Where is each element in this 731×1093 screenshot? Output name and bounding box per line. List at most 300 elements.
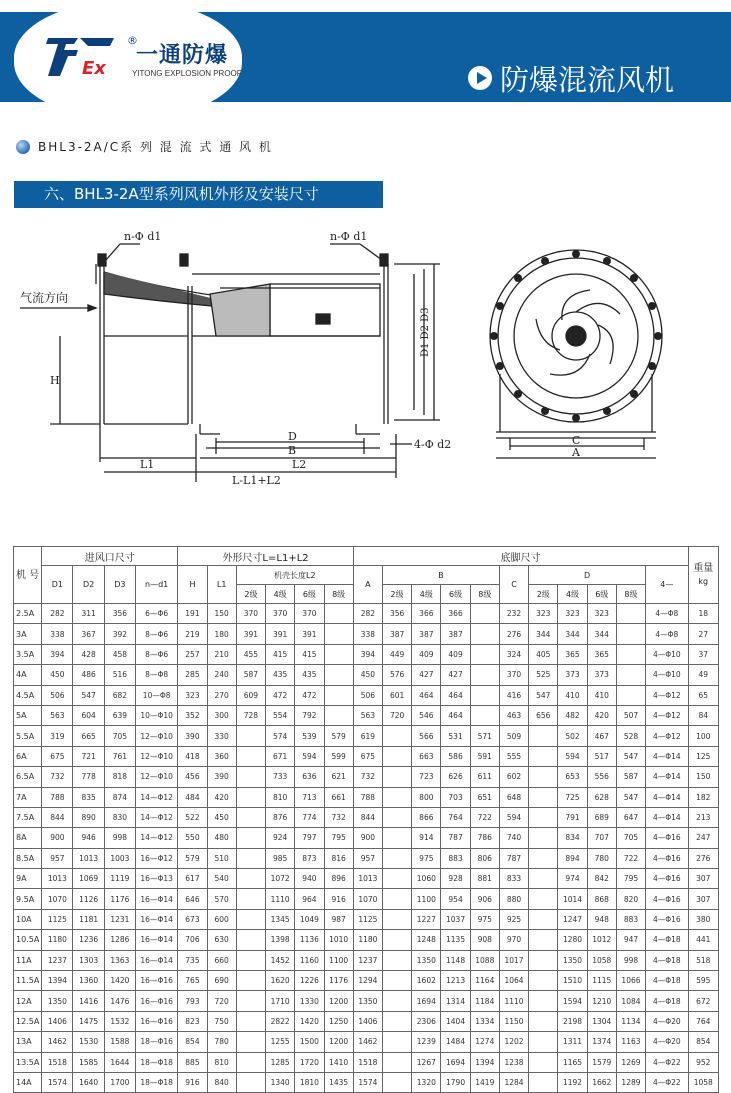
table-cell: 906 bbox=[470, 889, 499, 909]
stage-b-2: 2级 bbox=[382, 585, 411, 604]
table-cell: 563 bbox=[353, 705, 382, 725]
col-d: D bbox=[529, 566, 646, 585]
table-cell: 391 bbox=[295, 624, 324, 644]
table-cell: 1304 bbox=[587, 1011, 616, 1031]
table-cell: 6—Φ6 bbox=[135, 604, 177, 624]
table-cell: 463 bbox=[499, 705, 528, 725]
table-cell: 924 bbox=[266, 828, 295, 848]
table-cell: 705 bbox=[616, 828, 645, 848]
model-cell: 12A bbox=[14, 991, 42, 1011]
model-cell: 4.5A bbox=[14, 685, 42, 705]
table-cell bbox=[529, 909, 558, 929]
table-cell: 410 bbox=[587, 685, 616, 705]
table-cell: 1420 bbox=[295, 1011, 324, 1031]
table-cell bbox=[529, 726, 558, 746]
table-cell bbox=[324, 624, 353, 644]
table-cell: 420 bbox=[587, 705, 616, 725]
table-cell: 435 bbox=[266, 665, 295, 685]
table-cell bbox=[529, 787, 558, 807]
table-cell: 1363 bbox=[104, 950, 135, 970]
table-cell: 4—Φ8 bbox=[646, 624, 688, 644]
table-row bbox=[14, 665, 719, 685]
model-cell: 9.5A bbox=[14, 889, 42, 909]
table-cell: 1360 bbox=[73, 971, 104, 991]
table-cell: 964 bbox=[295, 889, 324, 909]
table-cell: 723 bbox=[412, 767, 441, 787]
table-cell: 387 bbox=[382, 624, 411, 644]
table-cell: 1126 bbox=[73, 889, 104, 909]
table-cell: 510 bbox=[207, 848, 236, 868]
model-cell: 13A bbox=[14, 1032, 42, 1052]
table-cell bbox=[236, 787, 265, 807]
table-cell: 646 bbox=[178, 889, 207, 909]
table-row bbox=[14, 828, 719, 848]
table-cell: 420 bbox=[207, 787, 236, 807]
table-cell: 1350 bbox=[412, 950, 441, 970]
table-cell: 660 bbox=[207, 950, 236, 970]
model-cell: 11A bbox=[14, 950, 42, 970]
table-cell: 740 bbox=[499, 828, 528, 848]
table-cell: 232 bbox=[499, 604, 528, 624]
table-cell: 1475 bbox=[73, 1011, 104, 1031]
table-cell: 787 bbox=[441, 828, 470, 848]
table-cell: 916 bbox=[324, 889, 353, 909]
table-cell: 788 bbox=[353, 787, 382, 807]
table-cell: 1476 bbox=[104, 991, 135, 1011]
table-cell: 1420 bbox=[104, 971, 135, 991]
table-cell bbox=[529, 1052, 558, 1072]
table-cell: 954 bbox=[441, 889, 470, 909]
table-cell: 276 bbox=[499, 624, 528, 644]
table-row bbox=[14, 685, 719, 705]
table-cell bbox=[529, 807, 558, 827]
table-cell: 100 bbox=[688, 726, 718, 746]
model-cell: 2.5A bbox=[14, 604, 42, 624]
table-cell: 428 bbox=[73, 644, 104, 664]
table-cell: 1049 bbox=[295, 909, 324, 929]
table-cell: 663 bbox=[412, 746, 441, 766]
table-cell: 1810 bbox=[295, 1072, 324, 1092]
col-bolts: 4— bbox=[646, 566, 688, 604]
table-cell: 370 bbox=[295, 604, 324, 624]
table-cell: 1247 bbox=[558, 909, 587, 929]
table-cell: 566 bbox=[412, 726, 441, 746]
table-cell: 764 bbox=[441, 807, 470, 827]
table-cell: 690 bbox=[207, 971, 236, 991]
stage-b-6: 6级 bbox=[441, 585, 470, 604]
table-cell: 844 bbox=[42, 807, 73, 827]
table-cell: 18 bbox=[688, 604, 718, 624]
table-cell: 797 bbox=[295, 828, 324, 848]
table-row bbox=[14, 889, 719, 909]
table-cell: 594 bbox=[558, 746, 587, 766]
svg-text:Ex: Ex bbox=[82, 58, 106, 78]
table-cell: 1164 bbox=[470, 971, 499, 991]
table-cell: 1070 bbox=[353, 889, 382, 909]
table-cell: 1058 bbox=[587, 950, 616, 970]
table-cell: 373 bbox=[558, 665, 587, 685]
table-cell: 1640 bbox=[73, 1072, 104, 1092]
table-cell: 854 bbox=[688, 1032, 718, 1052]
table-cell: 480 bbox=[207, 828, 236, 848]
model-cell: 11.5A bbox=[14, 971, 42, 991]
table-cell: 554 bbox=[266, 705, 295, 725]
table-cell: 450 bbox=[207, 807, 236, 827]
stage-d-4: 4级 bbox=[558, 585, 587, 604]
table-cell: 547 bbox=[529, 685, 558, 705]
table-cell: 16—Φ16 bbox=[135, 971, 177, 991]
col-d3: D3 bbox=[104, 566, 135, 604]
table-cell: 344 bbox=[558, 624, 587, 644]
table-cell bbox=[236, 807, 265, 827]
table-cell: 182 bbox=[688, 787, 718, 807]
table-cell bbox=[236, 889, 265, 909]
table-cell: 365 bbox=[587, 644, 616, 664]
table-cell: 675 bbox=[42, 746, 73, 766]
table-cell bbox=[382, 726, 411, 746]
table-cell: 1574 bbox=[353, 1072, 382, 1092]
table-cell: 1284 bbox=[499, 1072, 528, 1092]
table-cell: 706 bbox=[178, 930, 207, 950]
table-cell: 12—Φ10 bbox=[135, 767, 177, 787]
table-cell: 987 bbox=[324, 909, 353, 929]
table-cell: 908 bbox=[470, 930, 499, 950]
table-cell: 546 bbox=[412, 705, 441, 725]
table-cell bbox=[616, 685, 645, 705]
dim-foot-holes: 4-Φ d2 bbox=[414, 438, 452, 451]
table-cell bbox=[236, 869, 265, 889]
table-cell: 1269 bbox=[616, 1052, 645, 1072]
table-cell: 840 bbox=[207, 1072, 236, 1092]
table-cell: 1510 bbox=[558, 971, 587, 991]
table-cell: 338 bbox=[353, 624, 382, 644]
table-cell: 1720 bbox=[295, 1052, 324, 1072]
table-cell bbox=[529, 828, 558, 848]
table-row bbox=[14, 807, 719, 827]
table-cell: 1330 bbox=[295, 991, 324, 1011]
table-cell: 370 bbox=[266, 604, 295, 624]
table-cell: 795 bbox=[324, 828, 353, 848]
col-outline-header: 外形尺寸L=L1+L2 bbox=[178, 547, 353, 566]
table-cell: 257 bbox=[178, 644, 207, 664]
table-cell: 916 bbox=[178, 1072, 207, 1092]
table-row bbox=[14, 746, 719, 766]
table-cell: 1294 bbox=[353, 971, 382, 991]
table-cell: 16—Φ12 bbox=[135, 848, 177, 868]
table-cell: 1518 bbox=[353, 1052, 382, 1072]
table-cell: 1289 bbox=[616, 1072, 645, 1092]
table-cell: 651 bbox=[470, 787, 499, 807]
table-cell: 37 bbox=[688, 644, 718, 664]
table-cell: 765 bbox=[178, 971, 207, 991]
table-cell: 366 bbox=[441, 604, 470, 624]
table-cell: 732 bbox=[324, 807, 353, 827]
table-cell: 550 bbox=[178, 828, 207, 848]
table-cell: 647 bbox=[616, 807, 645, 827]
table-cell: 885 bbox=[178, 1052, 207, 1072]
table-cell: 455 bbox=[236, 644, 265, 664]
table-cell: 957 bbox=[42, 848, 73, 868]
table-cell: 450 bbox=[42, 665, 73, 685]
table-cell: 4—Φ12 bbox=[646, 685, 688, 705]
series-title: BHL3-2A/C系 列 混 流 式 通 风 机 bbox=[38, 140, 273, 154]
table-cell: 1280 bbox=[558, 930, 587, 950]
table-cell: 653 bbox=[558, 767, 587, 787]
table-cell: 866 bbox=[412, 807, 441, 827]
table-cell: 150 bbox=[207, 604, 236, 624]
table-cell: 18—Φ18 bbox=[135, 1072, 177, 1092]
table-cell: 609 bbox=[236, 685, 265, 705]
table-cell: 940 bbox=[295, 869, 324, 889]
table-cell bbox=[529, 848, 558, 868]
table-row bbox=[14, 767, 719, 787]
table-cell: 344 bbox=[587, 624, 616, 644]
table-cell: 1100 bbox=[412, 889, 441, 909]
table-cell bbox=[529, 930, 558, 950]
weight-label: 重量 bbox=[693, 563, 714, 574]
table-cell: 4—Φ20 bbox=[646, 1011, 688, 1031]
table-cell bbox=[382, 746, 411, 766]
table-cell: 722 bbox=[470, 807, 499, 827]
table-cell: 883 bbox=[616, 909, 645, 929]
table-cell bbox=[529, 1032, 558, 1052]
table-cell: 792 bbox=[295, 705, 324, 725]
table-cell: 1192 bbox=[558, 1072, 587, 1092]
table-cell: 1088 bbox=[470, 950, 499, 970]
table-cell bbox=[324, 644, 353, 664]
table-cell: 435 bbox=[295, 665, 324, 685]
table-cell: 1574 bbox=[42, 1072, 73, 1092]
table-cell: 1320 bbox=[412, 1072, 441, 1092]
table-cell: 12—Φ10 bbox=[135, 726, 177, 746]
table-row bbox=[14, 971, 719, 991]
table-cell: 722 bbox=[616, 848, 645, 868]
table-cell: 472 bbox=[266, 685, 295, 705]
model-cell: 3.5A bbox=[14, 644, 42, 664]
table-cell: 1250 bbox=[324, 1011, 353, 1031]
table-cell: 4—Φ14 bbox=[646, 767, 688, 787]
table-cell: 522 bbox=[178, 807, 207, 827]
table-cell: 673 bbox=[178, 909, 207, 929]
table-cell: 1394 bbox=[470, 1052, 499, 1072]
table-cell bbox=[236, 1052, 265, 1072]
stage-l2-4: 4级 bbox=[266, 585, 295, 604]
table-cell: 507 bbox=[616, 705, 645, 725]
table-cell: 1115 bbox=[587, 971, 616, 991]
table-cell: 591 bbox=[470, 746, 499, 766]
table-cell: 636 bbox=[295, 767, 324, 787]
table-cell bbox=[529, 869, 558, 889]
table-cell: 525 bbox=[529, 665, 558, 685]
table-cell: 1286 bbox=[104, 930, 135, 950]
table-cell: 1314 bbox=[441, 991, 470, 1011]
table-cell: 356 bbox=[382, 604, 411, 624]
table-cell: 540 bbox=[207, 869, 236, 889]
table-cell: 868 bbox=[587, 889, 616, 909]
dim-l2: L2 bbox=[292, 458, 307, 471]
table-cell: 450 bbox=[353, 665, 382, 685]
table-cell: 8—Φ8 bbox=[135, 665, 177, 685]
col-b: B bbox=[382, 566, 499, 585]
table-cell: 844 bbox=[353, 807, 382, 827]
table-cell: 1064 bbox=[499, 971, 528, 991]
table-cell: 324 bbox=[499, 644, 528, 664]
table-cell: 16—Φ14 bbox=[135, 930, 177, 950]
table-cell: 344 bbox=[529, 624, 558, 644]
stage-d-2: 2级 bbox=[529, 585, 558, 604]
table-cell: 579 bbox=[178, 848, 207, 868]
table-cell: 1236 bbox=[73, 930, 104, 950]
table-cell bbox=[470, 665, 499, 685]
table-cell: 1134 bbox=[616, 1011, 645, 1031]
table-cell bbox=[616, 644, 645, 664]
table-row bbox=[14, 624, 719, 644]
table-cell: 219 bbox=[178, 624, 207, 644]
table-cell: 1037 bbox=[441, 909, 470, 929]
table-cell: 778 bbox=[73, 767, 104, 787]
table-cell: 14—Φ12 bbox=[135, 828, 177, 848]
table-cell: 619 bbox=[353, 726, 382, 746]
table-cell: 366 bbox=[412, 604, 441, 624]
table-cell: 1406 bbox=[353, 1011, 382, 1031]
table-cell: 574 bbox=[266, 726, 295, 746]
table-cell: 793 bbox=[178, 991, 207, 1011]
table-cell: 10—Φ8 bbox=[135, 685, 177, 705]
table-cell bbox=[236, 930, 265, 950]
dimension-table bbox=[13, 546, 719, 1093]
table-cell: 539 bbox=[295, 726, 324, 746]
table-cell bbox=[382, 787, 411, 807]
table-cell: 517 bbox=[587, 746, 616, 766]
table-cell bbox=[616, 624, 645, 644]
model-cell: 13.5A bbox=[14, 1052, 42, 1072]
table-cell: 1620 bbox=[266, 971, 295, 991]
table-cell: 656 bbox=[529, 705, 558, 725]
table-cell: 1017 bbox=[499, 950, 528, 970]
header-row-2 bbox=[14, 566, 719, 585]
model-cell: 6A bbox=[14, 746, 42, 766]
table-cell: 390 bbox=[207, 767, 236, 787]
table-cell: 415 bbox=[295, 644, 324, 664]
table-cell: 1160 bbox=[295, 950, 324, 970]
table-cell: 441 bbox=[688, 930, 718, 950]
table-cell: 1602 bbox=[412, 971, 441, 991]
table-cell: 1100 bbox=[324, 950, 353, 970]
table-cell: 1350 bbox=[353, 991, 382, 1011]
table-cell: 4—Φ10 bbox=[646, 644, 688, 664]
table-cell: 323 bbox=[558, 604, 587, 624]
table-cell: 392 bbox=[104, 624, 135, 644]
table-cell: 311 bbox=[73, 604, 104, 624]
table-cell: 8—Φ6 bbox=[135, 624, 177, 644]
table-cell bbox=[324, 604, 353, 624]
table-cell: 370 bbox=[236, 604, 265, 624]
table-cell: 1010 bbox=[324, 930, 353, 950]
table-cell: 16—Φ13 bbox=[135, 869, 177, 889]
table-cell: 415 bbox=[266, 644, 295, 664]
table-cell: 464 bbox=[441, 685, 470, 705]
table-cell: 563 bbox=[42, 705, 73, 725]
table-cell: 830 bbox=[104, 807, 135, 827]
table-cell: 125 bbox=[688, 746, 718, 766]
table-cell: 213 bbox=[688, 807, 718, 827]
table-cell: 974 bbox=[558, 869, 587, 889]
table-cell: 791 bbox=[558, 807, 587, 827]
table-cell: 427 bbox=[441, 665, 470, 685]
table-cell bbox=[470, 685, 499, 705]
table-cell: 323 bbox=[587, 604, 616, 624]
table-cell: 380 bbox=[688, 909, 718, 929]
table-cell: 528 bbox=[616, 726, 645, 746]
table-cell: 1237 bbox=[42, 950, 73, 970]
table-cell: 1013 bbox=[42, 869, 73, 889]
table-cell: 750 bbox=[207, 1011, 236, 1031]
table-cell: 319 bbox=[42, 726, 73, 746]
table-cell: 1176 bbox=[324, 971, 353, 991]
table-cell: 1662 bbox=[587, 1072, 616, 1092]
table-cell: 1340 bbox=[266, 1072, 295, 1092]
table-row bbox=[14, 848, 719, 868]
table-row bbox=[14, 705, 719, 725]
table-cell: 835 bbox=[73, 787, 104, 807]
table-cell: 928 bbox=[441, 869, 470, 889]
table-cell: 464 bbox=[412, 685, 441, 705]
table-cell: 2306 bbox=[412, 1011, 441, 1031]
table-cell: 467 bbox=[587, 726, 616, 746]
table-cell: 1237 bbox=[353, 950, 382, 970]
table-cell: 900 bbox=[353, 828, 382, 848]
table-cell: 370 bbox=[499, 665, 528, 685]
table-cell: 952 bbox=[688, 1052, 718, 1072]
table-cell bbox=[236, 848, 265, 868]
table-cell bbox=[470, 624, 499, 644]
table-cell: 4—Φ16 bbox=[646, 909, 688, 929]
table-cell bbox=[529, 889, 558, 909]
table-cell: 595 bbox=[688, 971, 718, 991]
table-cell: 150 bbox=[688, 767, 718, 787]
brand-name-en: YITONG EXPLOSION PROOF bbox=[132, 69, 242, 78]
table-cell: 594 bbox=[499, 807, 528, 827]
col-l1: L1 bbox=[207, 566, 236, 604]
table-row bbox=[14, 787, 719, 807]
dim-c: C bbox=[572, 434, 581, 447]
table-cell: 725 bbox=[558, 787, 587, 807]
table-cell: 4—Φ18 bbox=[646, 950, 688, 970]
table-cell: 1180 bbox=[353, 930, 382, 950]
table-cell: 1267 bbox=[412, 1052, 441, 1072]
col-h: H bbox=[178, 566, 207, 604]
table-cell: 49 bbox=[688, 665, 718, 685]
airflow-label: 气流方向 bbox=[20, 291, 69, 305]
table-cell: 1644 bbox=[104, 1052, 135, 1072]
table-cell: 1462 bbox=[353, 1032, 382, 1052]
col-d2: D2 bbox=[73, 566, 104, 604]
table-cell: 555 bbox=[499, 746, 528, 766]
table-cell: 873 bbox=[295, 848, 324, 868]
table-cell: 4—Φ16 bbox=[646, 889, 688, 909]
table-cell: 720 bbox=[382, 705, 411, 725]
table-cell: 648 bbox=[499, 787, 528, 807]
table-cell: 456 bbox=[178, 767, 207, 787]
model-cell: 7.5A bbox=[14, 807, 42, 827]
table-cell: 352 bbox=[178, 705, 207, 725]
table-cell: 1135 bbox=[441, 930, 470, 950]
table-row bbox=[14, 909, 719, 929]
dim-d123: D1 D2 D3 bbox=[420, 307, 431, 357]
table-cell bbox=[382, 1011, 411, 1031]
table-cell: 285 bbox=[178, 665, 207, 685]
table-cell: 472 bbox=[295, 685, 324, 705]
